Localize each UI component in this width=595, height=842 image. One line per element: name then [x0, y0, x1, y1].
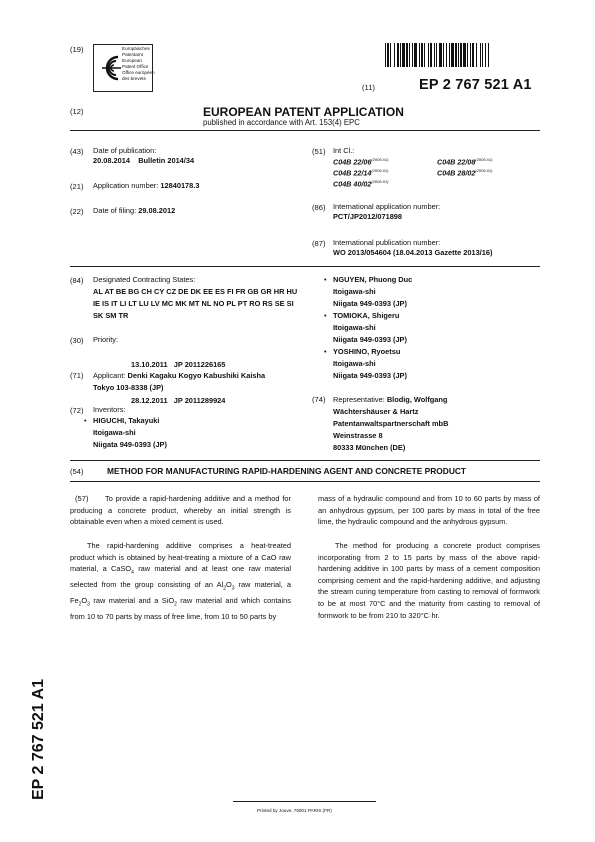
footer-divider: [233, 801, 376, 802]
document-title: EUROPEAN PATENT APPLICATION: [203, 105, 404, 119]
inventor: • YOSHINO, Ryoetsu Itoigawa-shi Niigata 949-0393 (JP): [324, 347, 407, 380]
document-subtitle: published in accordance with Art. 153(4) EPC: [203, 118, 360, 127]
code-43: (43): [70, 147, 84, 156]
invention-title: METHOD FOR MANUFACTURING RAPID-HARDENING AGENT AND CONCRETE PRODUCT: [107, 466, 467, 476]
priority-values: 13.10.2011 JP 2011226165 28.12.2011 JP 2011289924: [131, 360, 226, 405]
ipc-code: C04B $28/02^{(2006.01)}$: [437, 168, 493, 178]
abstract-paragraph: The method for producing a concrete product comprises incorporating from 2 to 15 parts by mass of the above rapid-hardening additive in 100 parts by mass of a cement composition comprising cement and the rapid-hardening additive, and adjusting the stream curing temperature from casting to removal of formwork to be at most 70°C and the maturity from casting to removal of formwork to be from 210 to 320°C·hr.: [318, 541, 540, 620]
ipc-code: C04B $22/14^{(2006.01)}$: [333, 168, 389, 178]
office-name: Europäisches Patentamt European Patent Office Office européen des brevets: [122, 46, 155, 81]
printer-footer: Printed by Jouve, 75001 PARIS (FR): [257, 808, 332, 813]
code-57: (57): [75, 494, 89, 503]
side-publication-number: EP 2 767 521 A1: [30, 679, 47, 800]
publication-number: EP 2 767 521 A1: [419, 77, 532, 93]
inventor: • TOMIOKA, Shigeru Itoigawa-shi Niigata 949-0393 (JP): [324, 311, 407, 344]
epo-logo-icon: [94, 46, 124, 90]
application-number: Application number: 12840178.3: [93, 181, 200, 190]
code-84: (84): [70, 276, 84, 285]
states-label: Designated Contracting States:: [93, 275, 196, 284]
code-54: (54): [70, 467, 84, 476]
header-divider: [70, 130, 540, 131]
inventor: • HIGUCHI, Takayuki Itoigawa-shi Niigata 949-0393 (JP): [84, 416, 167, 449]
int-cl-label: Int Cl.:: [333, 146, 355, 155]
code-51: (51): [312, 147, 326, 156]
biblio-divider: [70, 266, 540, 267]
code-21: (21): [70, 182, 84, 191]
abstract-paragraph: To provide a rapid-hardening additive and a method for producing a concrete product, whereby an initial strength is obtainable even when a mixed cement is used.: [70, 494, 291, 527]
ipc-code: C04B $22/08^{(2006.01)}$: [437, 157, 493, 167]
priority-label: Priority:: [93, 335, 119, 344]
code-30: (30): [70, 336, 84, 345]
international-publication: International publication number: WO 2013/054604 (18.04.2013 Gazette 2013/16): [333, 238, 493, 257]
inventors-label: Inventors:: [93, 405, 126, 414]
barcode: [385, 43, 537, 67]
title-divider-top: [70, 460, 540, 461]
code-71: (71): [70, 371, 84, 380]
code-72: (72): [70, 406, 84, 415]
filing-date: Date of filing: 29.08.2012: [93, 206, 176, 215]
code-12: (12): [70, 107, 84, 116]
representative: Representative: Blodig, Wolfgang Wächtershäuser & Hartz Patentanwaltspartnerschaft mbB Weinstrasse 8 80333 München (DE): [333, 395, 449, 452]
code-11: (11): [362, 83, 375, 92]
code-86: (86): [312, 203, 326, 212]
code-74: (74): [312, 395, 326, 404]
ipc-code: C04B $40/02^{(2006.01)}$: [333, 179, 389, 189]
code-87: (87): [312, 239, 326, 248]
publication-date: Date of publication: 20.08.2014 Bulletin 2014/34: [93, 146, 195, 165]
designated-states: AL AT BE BG CH CY CZ DE DK EE ES FI FR GB GR HR HU IE IS IT LI LT LU LV MC MK MT NL NO PL PT RO RS SE SI SK SM TR: [93, 287, 298, 320]
international-application: International application number: PCT/JP2012/071898: [333, 202, 441, 221]
title-divider-bottom: [70, 481, 540, 482]
code-22: (22): [70, 207, 84, 216]
ipc-code: C04B $22/06^{(2006.01)}$: [333, 157, 389, 167]
inventor: • NGUYEN, Phuong Duc Itoigawa-shi Niigata 949-0393 (JP): [324, 275, 413, 308]
abstract-paragraph: mass of a hydraulic compound and from 10 to 60 parts by mass of an anhydrous gypsum, per 100 parts by mass in total of the free lime, the hydraulic compound and the anhydrous gypsum.: [318, 494, 540, 527]
applicant: Applicant: Denki Kagaku Kogyo Kabushiki Kaisha Tokyo 103-8338 (JP): [93, 371, 266, 392]
abstract-paragraph: The rapid-hardening additive comprises a heat-treated product which is obtained by heat-treating a mixture of a CaO raw material, a CaSO$_4$ raw material and at least one raw material selected from the group consisting of an $Al_2O_3$ raw material, a $Fe_2O_3$ raw material and a SiO$_2$ raw material and which contains from 10 to 70 parts by mass of free lime, from 10 to 50 parts by: [70, 541, 291, 622]
code-19: (19): [70, 45, 84, 54]
